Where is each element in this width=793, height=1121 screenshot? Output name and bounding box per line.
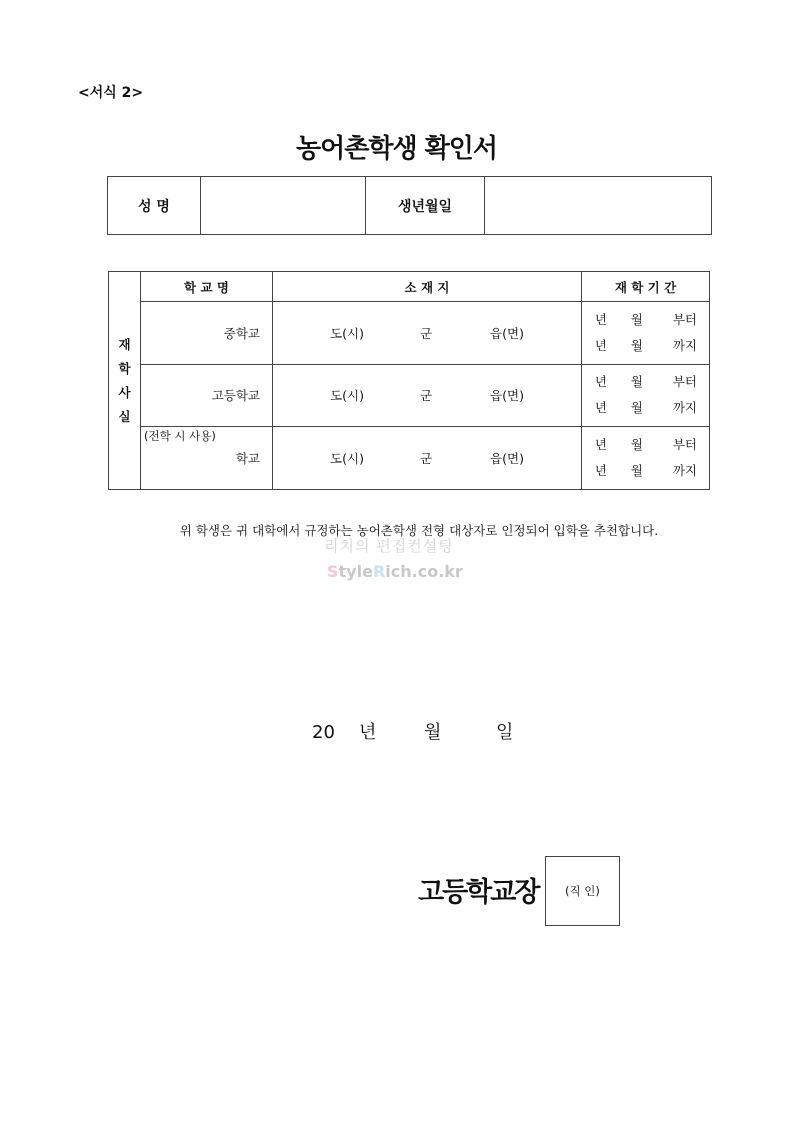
birthdate-label: 생년월일 (366, 177, 485, 235)
school-name-cell[interactable]: 고등학교 (141, 364, 273, 427)
name-label: 성 명 (108, 177, 201, 235)
table-row (109, 302, 710, 365)
location-cell[interactable]: 도(시) 군 읍(면) (273, 302, 582, 365)
school-name-cell[interactable]: (전학 시 사용) 학교 (141, 427, 273, 490)
recommendation-statement: 위 학생은 귀 대학에서 규정하는 농어촌학생 전형 대상자로 인정되어 입학을 추천합니다. (179, 523, 659, 538)
table-row (109, 427, 710, 490)
identity-table (107, 176, 712, 235)
birthdate-field[interactable] (485, 177, 712, 235)
period-cell[interactable]: 년 월 부터 년 월 까지 (582, 302, 710, 365)
transfer-note: (전학 시 사용) (144, 429, 216, 444)
location-cell[interactable]: 도(시) 군 읍(면) (273, 427, 582, 490)
document-title: 농어촌학생 확인서 (296, 134, 497, 164)
issue-date: 20 년 월 일 (312, 722, 514, 743)
school-history-vertical-label: 재 학 사 실 (109, 272, 141, 490)
signer-title: 고등학교장 (418, 877, 539, 908)
location-header: 소 재 지 (273, 272, 582, 302)
name-field[interactable] (201, 177, 366, 235)
table-row (109, 364, 710, 427)
school-history-table (108, 271, 710, 490)
period-header: 재 학 기 간 (582, 272, 710, 302)
watermark-url: StyleRich.co.kr (327, 562, 463, 581)
form-number: <서식 2> (78, 85, 144, 101)
location-cell[interactable]: 도(시) 군 읍(면) (273, 364, 582, 427)
watermark-text: 리치의 편집컨설팅 (324, 537, 454, 555)
school-name-header: 학 교 명 (141, 272, 273, 302)
seal-label: (직 인) (565, 884, 600, 898)
period-cell[interactable]: 년 월 부터 년 월 까지 (582, 427, 710, 490)
school-name-cell[interactable]: 중학교 (141, 302, 273, 365)
period-cell[interactable]: 년 월 부터 년 월 까지 (582, 364, 710, 427)
